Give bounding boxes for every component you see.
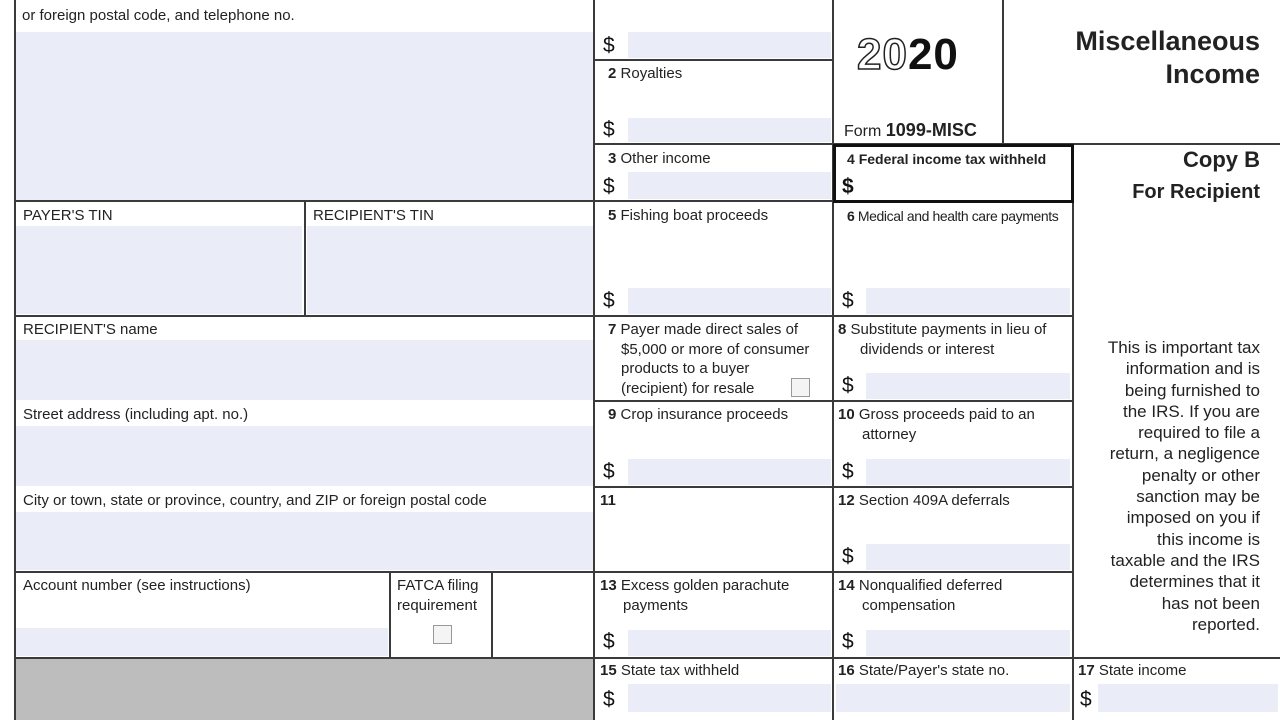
form-title-line1: Miscellaneous bbox=[1075, 26, 1260, 56]
box15-amount-field[interactable] bbox=[628, 684, 831, 712]
shaded-area bbox=[16, 659, 594, 720]
notice-line: determines that it bbox=[1129, 572, 1260, 592]
box4-dollar: $ bbox=[842, 175, 854, 198]
box12-dollar: $ bbox=[842, 545, 854, 568]
divider-h-form bbox=[1072, 143, 1280, 145]
recipient-tin-label: RECIPIENT'S TIN bbox=[313, 207, 434, 224]
box7-label-line4: (recipient) for resale bbox=[621, 380, 755, 397]
box10-dollar: $ bbox=[842, 460, 854, 483]
box2-number: 2 bbox=[608, 65, 617, 82]
tax-year bbox=[857, 30, 959, 80]
box14-number: 14 bbox=[838, 577, 855, 594]
tax-year-light: 20 bbox=[857, 30, 908, 79]
fatca-label-line1: FATCA filing bbox=[397, 577, 479, 594]
box7-checkbox[interactable] bbox=[791, 378, 810, 397]
divider-h-box9 bbox=[593, 486, 1074, 488]
box14-amount-field[interactable] bbox=[866, 630, 1070, 656]
notice-line: this income is bbox=[1157, 529, 1260, 549]
box1-amount-field[interactable] bbox=[628, 32, 831, 58]
box11-label bbox=[600, 491, 616, 511]
important-tax-notice bbox=[1070, 337, 1260, 635]
box17-number: 17 bbox=[1078, 662, 1095, 679]
box1-dollar: $ bbox=[603, 34, 615, 57]
box5-amount-field[interactable] bbox=[628, 288, 831, 314]
notice-line: This is important tax bbox=[1107, 338, 1260, 357]
box3-amount-field[interactable] bbox=[628, 172, 831, 199]
city-label: City or town, state or province, country, and ZIP or foreign postal code bbox=[23, 492, 487, 509]
box14-text-1: Nonqualified deferred bbox=[858, 577, 1003, 594]
box10-text-1: Gross proceeds paid to an bbox=[858, 406, 1035, 423]
box2-label bbox=[608, 64, 682, 84]
box8-number: 8 bbox=[838, 321, 847, 338]
box13-label-line1 bbox=[600, 576, 789, 596]
box5-label bbox=[608, 206, 768, 226]
fatca-checkbox[interactable] bbox=[433, 625, 452, 644]
box6-amount-field[interactable] bbox=[866, 288, 1070, 314]
box7-label-line2: $5,000 or more of consumer bbox=[621, 341, 810, 358]
box16-text: State/Payer's state no. bbox=[858, 662, 1010, 679]
recipient-name-label: RECIPIENT'S name bbox=[23, 321, 158, 338]
box3-label bbox=[608, 149, 711, 169]
box5-number: 5 bbox=[608, 207, 617, 224]
box8-text-1: Substitute payments in lieu of bbox=[850, 321, 1047, 338]
box14-label-line1 bbox=[838, 576, 1002, 596]
account-number-field[interactable] bbox=[16, 628, 388, 656]
box6-dollar: $ bbox=[842, 289, 854, 312]
box17-label bbox=[1078, 661, 1186, 681]
for-recipient-label: For Recipient bbox=[1132, 181, 1260, 203]
box8-label-line1 bbox=[838, 320, 1046, 340]
box9-text: Crop insurance proceeds bbox=[620, 406, 789, 423]
copy-label: Copy B bbox=[1183, 147, 1260, 172]
box12-number: 12 bbox=[838, 492, 855, 509]
notice-line: taxable and the IRS bbox=[1110, 550, 1260, 570]
street-address-field[interactable] bbox=[16, 426, 593, 486]
divider-v-main bbox=[593, 0, 595, 720]
box4-number: 4 bbox=[847, 151, 855, 167]
notice-line: has not been bbox=[1161, 593, 1260, 613]
box16-field[interactable] bbox=[836, 684, 1070, 712]
box6-label bbox=[847, 206, 1058, 226]
box14-dollar: $ bbox=[842, 630, 854, 653]
box6-text: Medical and health care payments bbox=[857, 208, 1059, 224]
box11-number: 11 bbox=[600, 492, 616, 509]
box8-label-line2: dividends or interest bbox=[860, 341, 995, 358]
box7-text-1: Payer made direct sales of bbox=[620, 321, 799, 338]
divider-v-tin bbox=[304, 201, 306, 315]
box13-text-1: Excess golden parachute bbox=[620, 577, 790, 594]
box7-label-line1 bbox=[608, 320, 798, 340]
box13-number: 13 bbox=[600, 577, 617, 594]
box5-dollar: $ bbox=[603, 289, 615, 312]
divider-h-box7 bbox=[593, 400, 1074, 402]
payer-tin-field[interactable] bbox=[16, 226, 302, 314]
tax-year-bold: 20 bbox=[907, 30, 959, 79]
box2-dollar: $ bbox=[603, 118, 615, 141]
notice-line: imposed on you if bbox=[1126, 508, 1260, 528]
box12-amount-field[interactable] bbox=[866, 544, 1070, 570]
divider-v-mid bbox=[832, 0, 834, 720]
divider-v-account bbox=[389, 571, 391, 657]
divider-h-box1 bbox=[593, 59, 834, 61]
box10-label-line2: attorney bbox=[862, 426, 917, 443]
box15-label bbox=[600, 661, 739, 681]
notice-line: information and is bbox=[1125, 359, 1260, 379]
payer-info-label: or foreign postal code, and telephone no. bbox=[22, 7, 295, 24]
notice-line: the IRS. If you are bbox=[1122, 401, 1260, 421]
box9-label bbox=[608, 405, 788, 425]
divider-h-recipient bbox=[14, 315, 1074, 317]
form-number: 1099-MISC bbox=[885, 120, 977, 140]
notice-line: sanction may be bbox=[1136, 487, 1260, 507]
box8-dollar: $ bbox=[842, 374, 854, 397]
city-field[interactable] bbox=[16, 512, 593, 570]
box3-number: 3 bbox=[608, 150, 617, 167]
box16-label bbox=[838, 661, 1009, 681]
box15-number: 15 bbox=[600, 662, 617, 679]
box17-text: State income bbox=[1098, 662, 1187, 679]
box7-label-line3: products to a buyer bbox=[621, 360, 750, 377]
box6-number: 6 bbox=[847, 208, 855, 224]
form-prefix: Form bbox=[844, 123, 882, 140]
box16-number: 16 bbox=[838, 662, 855, 679]
notice-line: return, a negligence bbox=[1109, 444, 1260, 464]
box9-dollar: $ bbox=[603, 460, 615, 483]
box10-label-line1 bbox=[838, 405, 1035, 425]
payer-tin-label: PAYER'S TIN bbox=[23, 207, 113, 224]
left-border bbox=[14, 0, 16, 720]
form-name bbox=[844, 120, 977, 142]
notice-line: penalty or other bbox=[1141, 465, 1260, 485]
box17-amount-field[interactable] bbox=[1098, 684, 1278, 712]
box4-label bbox=[847, 149, 1046, 169]
payer-info-field[interactable] bbox=[16, 32, 593, 200]
box9-amount-field[interactable] bbox=[628, 459, 831, 485]
box2-amount-field[interactable] bbox=[628, 118, 831, 142]
box13-dollar: $ bbox=[603, 630, 615, 653]
box17-dollar: $ bbox=[1080, 688, 1092, 711]
account-number-label: Account number (see instructions) bbox=[23, 577, 251, 594]
box10-number: 10 bbox=[838, 406, 855, 423]
fatca-label-line2: requirement bbox=[397, 597, 478, 614]
street-address-label: Street address (including apt. no.) bbox=[23, 406, 249, 423]
notice-line: required to file a bbox=[1138, 423, 1260, 443]
box13-amount-field[interactable] bbox=[628, 630, 831, 656]
divider-v-header bbox=[1002, 0, 1004, 144]
box15-text: State tax withheld bbox=[620, 662, 740, 679]
notice-line: reported. bbox=[1191, 614, 1260, 634]
recipient-name-field[interactable] bbox=[16, 340, 593, 400]
box3-dollar: $ bbox=[603, 175, 615, 198]
box10-amount-field[interactable] bbox=[866, 459, 1070, 485]
box5-text: Fishing boat proceeds bbox=[620, 207, 769, 224]
box2-text: Royalties bbox=[620, 65, 683, 82]
box3-text: Other income bbox=[620, 150, 711, 167]
divider-v-fatca bbox=[491, 571, 493, 657]
box14-label-line2: compensation bbox=[862, 597, 956, 614]
box13-label-line2: payments bbox=[623, 597, 689, 614]
box12-text: Section 409A deferrals bbox=[858, 492, 1010, 509]
form-title-line2: Income bbox=[1165, 59, 1260, 89]
box9-number: 9 bbox=[608, 406, 617, 423]
box8-amount-field[interactable] bbox=[866, 373, 1070, 399]
notice-line: being furnished to bbox=[1124, 380, 1260, 400]
box12-label bbox=[838, 491, 1010, 511]
box4-text: Federal income tax withheld bbox=[858, 151, 1047, 167]
box15-dollar: $ bbox=[603, 688, 615, 711]
recipient-tin-field[interactable] bbox=[307, 226, 593, 314]
divider-h-state bbox=[14, 657, 1280, 659]
box7-number: 7 bbox=[608, 321, 617, 338]
divider-h-account bbox=[14, 571, 1074, 573]
